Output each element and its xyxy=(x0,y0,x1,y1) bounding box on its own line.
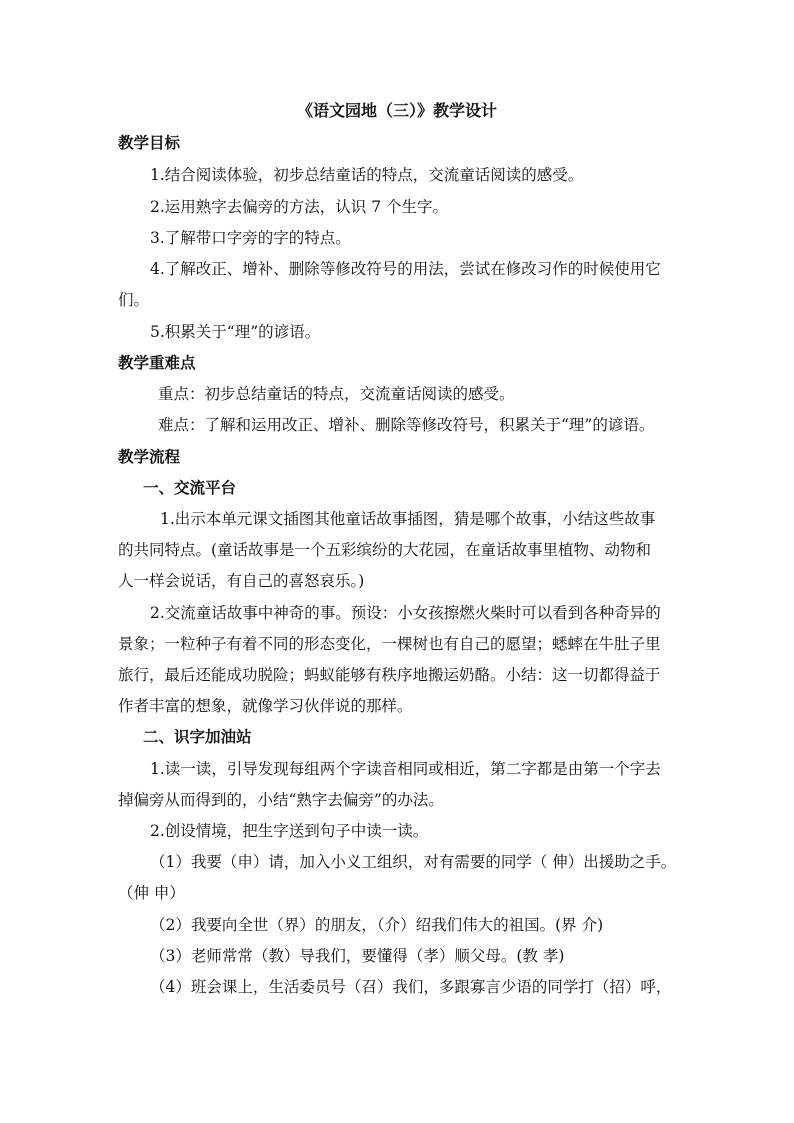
paragraph-line: 1.出示本单元课文插图其他童话故事插图，猜是哪个故事，小结这些故事 xyxy=(160,510,656,528)
exercise-sentence: （2）我要向全世（界）的朋友，（介）绍我们伟大的祖国。(界 介) xyxy=(150,916,604,934)
goal-item: 4.了解改正、增补、删除等修改符号的用法，尝试在修改习作的时候使用它 xyxy=(150,260,661,278)
subsection-heading-literacy: 二、识字加油站 xyxy=(143,727,252,746)
exercise-sentence: （4）班会课上，生活委员号（召）我们，多跟寡言少语的同学打（招）呼， xyxy=(150,978,672,996)
paragraph-line: 旅行，最后还能成功脱险；蚂蚁能够有秩序地搬运奶酪。小结：这一切都得益于 xyxy=(118,666,661,684)
key-point-line: 重点：初步总结童话的特点，交流童话阅读的感受。 xyxy=(158,385,515,403)
exercise-sentence: （1）我要（申）请，加入小义工组织，对有需要的同学（ 伸）出援助之手。 xyxy=(150,853,677,871)
goal-item: 1.结合阅读体验，初步总结童话的特点，交流童话阅读的感受。 xyxy=(150,166,584,184)
subsection-heading-exchange: 一、交流平台 xyxy=(143,478,237,497)
paragraph-line: 景象；一粒种子有着不同的形态变化，一棵树也有自己的愿望；蟋蟀在牛肚子里 xyxy=(118,635,661,653)
paragraph-line: 人一样会说话，有自己的喜怒哀乐。) xyxy=(118,572,365,590)
document-title: 《语文园地（三）》教学设计 xyxy=(296,101,497,120)
goal-item: 3.了解带口字旁的字的特点。 xyxy=(150,229,351,247)
paragraph-line: 2.交流童话故事中神奇的事。预设：小女孩擦燃火柴时可以看到各种奇异的 xyxy=(150,604,661,622)
difficult-point-line: 难点：了解和运用改正、增补、删除等修改符号，积累关于“理”的谚语。 xyxy=(158,416,655,434)
paragraph-line: 作者丰富的想象，就像学习伙伴说的那样。 xyxy=(118,697,413,715)
section-heading-key-points: 教学重难点 xyxy=(118,353,196,372)
goal-item: 5.积累关于“理”的谚语。 xyxy=(150,323,321,341)
paragraph-line: 1.读一读，引导发现每组两个字读音相同或相近，第二字都是由第一个字去 xyxy=(150,760,661,778)
goal-item-continued: 们。 xyxy=(118,291,150,309)
paragraph-line: 2.创设情境，把生字送到句子中读一读。 xyxy=(150,822,429,840)
section-heading-goals: 教学目标 xyxy=(118,133,181,152)
goal-item: 2.运用熟字去偏旁的方法，认识 7 个生字。 xyxy=(150,198,449,216)
paragraph-line: 的共同特点。(童话故事是一个五彩缤纷的大花园，在童话故事里植物、动物和 xyxy=(118,541,652,559)
exercise-sentence: （3）老师常常（教）导我们，要懂得（孝）顺父母。(教 孝) xyxy=(150,947,565,965)
section-heading-process: 教学流程 xyxy=(118,447,181,466)
exercise-answer: （伸 申） xyxy=(118,884,185,902)
paragraph-line: 掉偏旁从而得到的，小结“熟字去偏旁”的办法。 xyxy=(118,791,444,809)
